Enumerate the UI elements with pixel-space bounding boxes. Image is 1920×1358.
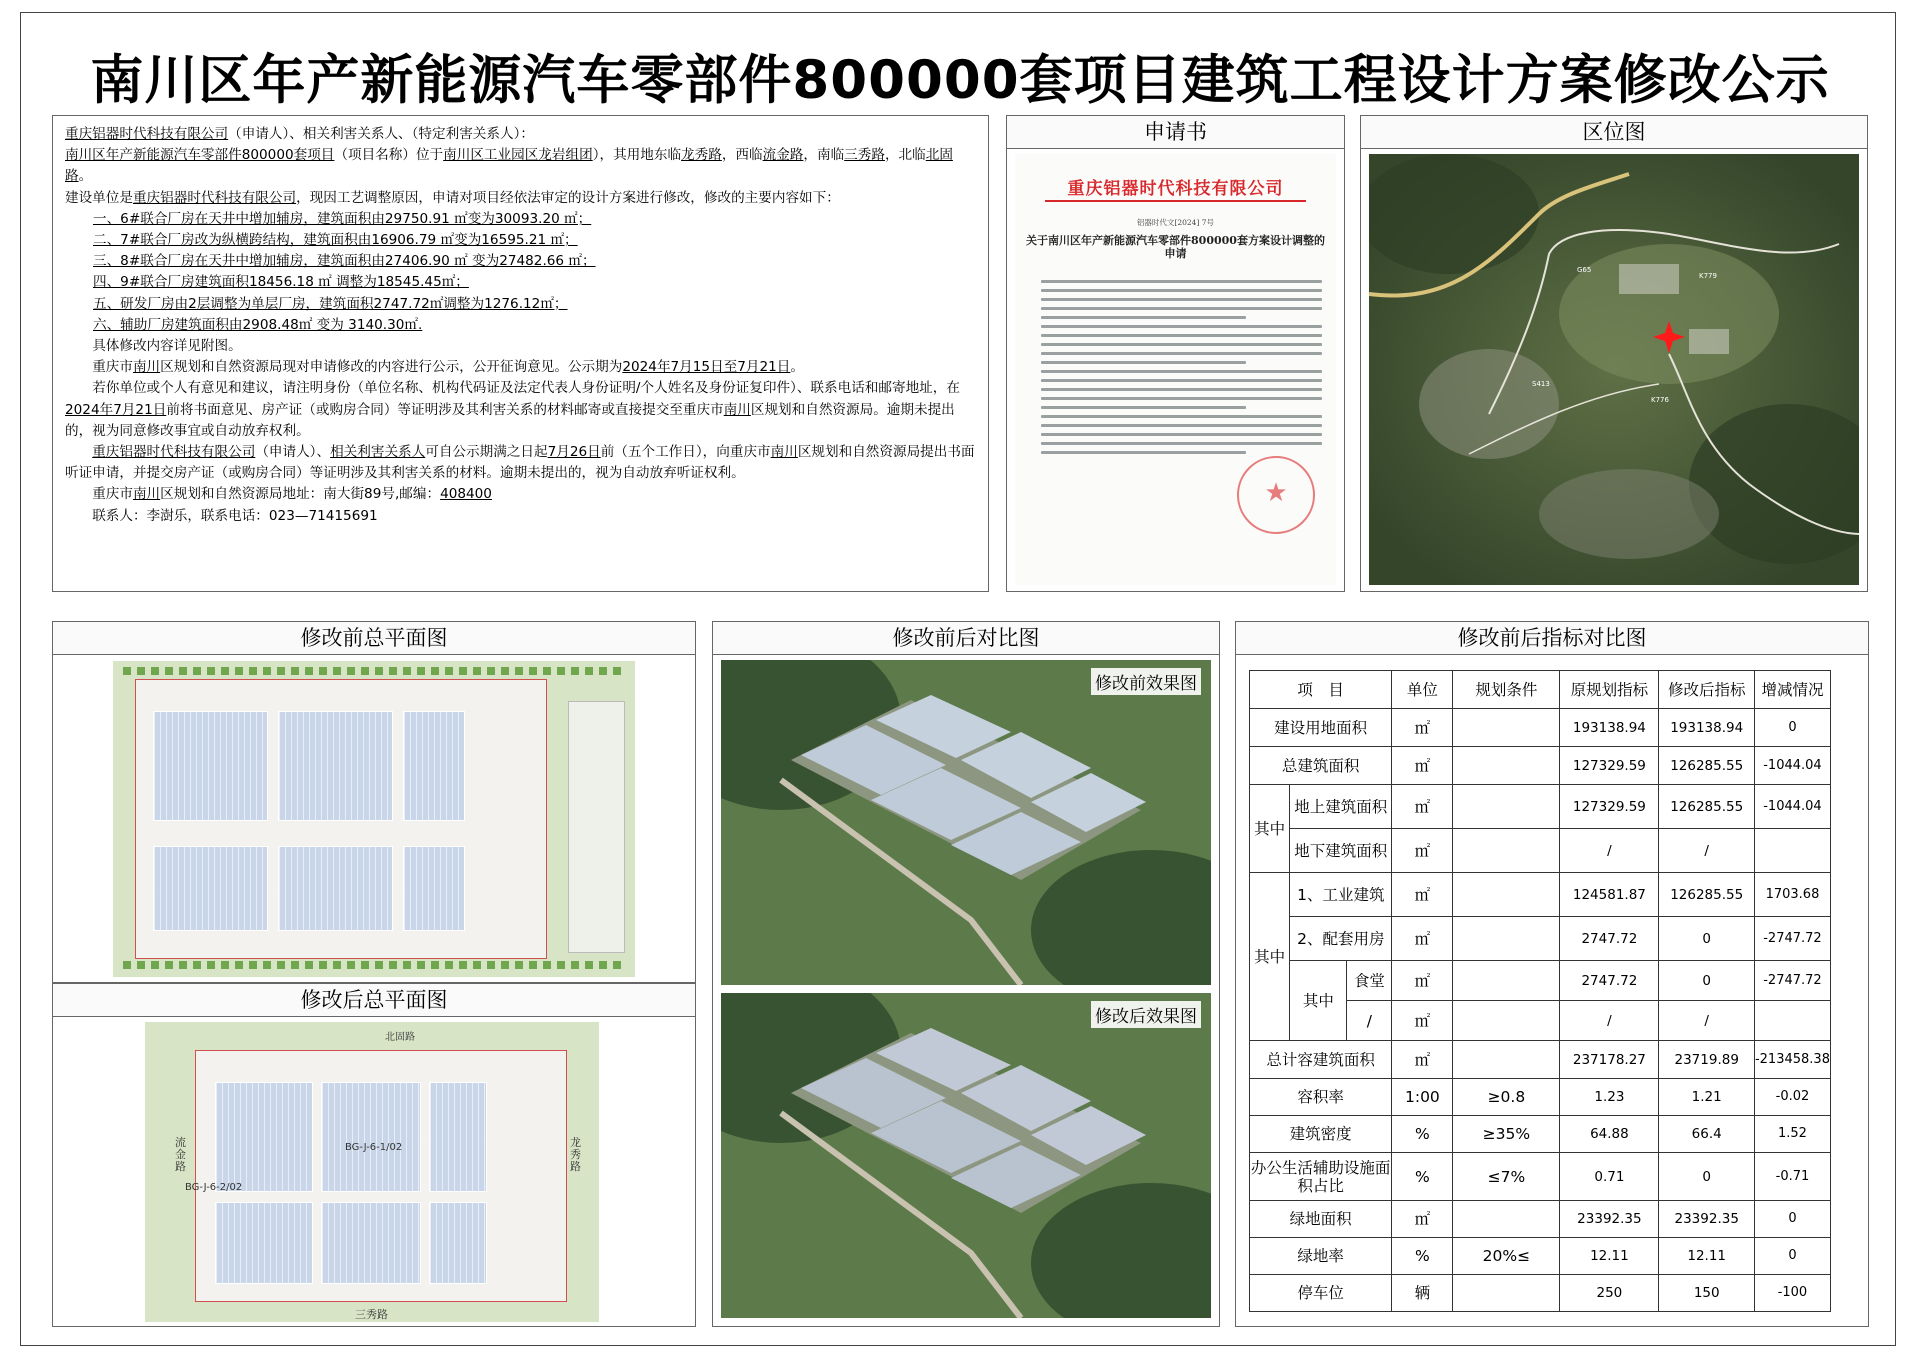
table-row [1250,1153,1831,1201]
text: 。 [790,359,804,376]
after-render-label: 修改后效果图 [1091,1001,1201,1028]
row-change: 0 [1754,1201,1830,1238]
column-header: 项 目 [1250,671,1392,709]
row-item: 建筑密度 [1250,1116,1392,1153]
document-text-line [1041,325,1322,328]
text: 重庆市 [92,359,133,376]
text: 前将书面意见、房产证（或购房合同）等证明涉及其利害关系的材料邮寄或直接提交至重庆市 [166,401,724,418]
row-unit: ㎡ [1392,785,1453,829]
row-item: 食堂 [1347,961,1392,1001]
row-item: 建设用地面积 [1250,709,1392,747]
text: 区规划和自然资源局地址：南大街89号,邮编： [160,486,441,503]
after-render [721,993,1211,1318]
row-condition: ≥35% [1453,1116,1560,1153]
row-condition [1453,785,1560,829]
building [215,1202,313,1284]
row-change: -0.02 [1754,1079,1830,1116]
indicator-header: 修改前后指标对比图 [1236,622,1868,655]
district: 南川 [132,359,161,376]
row-unit: ㎡ [1392,1001,1453,1041]
table-row [1250,1116,1831,1153]
text: 重庆市 [92,486,133,503]
document-text-line [1041,361,1246,364]
east-plot [568,701,625,953]
project-name: 南川区年产新能源汽车零部件800000套项目 [65,147,335,164]
notice-paragraph-3 [65,442,976,484]
text: ），其用地东临 [592,147,682,164]
notice-line1 [65,124,976,145]
text: ，南临 [803,147,845,164]
row-original: 2747.72 [1560,961,1659,1001]
row-condition [1453,1001,1560,1041]
row-unit: ㎡ [1392,829,1453,873]
company-letterhead: 重庆铝器时代科技有限公司 [1067,179,1284,199]
document-text-line [1041,433,1322,436]
row-condition: ≥0.8 [1453,1079,1560,1116]
column-header: 单位 [1392,671,1453,709]
row-condition [1453,1275,1560,1312]
text: ，现因工艺调整原因，申请对项目经依法审定的设计方案进行修改，修改的主要内容如下： [296,189,840,206]
row-condition [1453,1041,1560,1079]
east-road: 龙秀路 [681,147,722,164]
row-group: 其中 [1250,785,1290,873]
row-original: 64.88 [1560,1116,1659,1153]
detail-note: 具体修改内容详见附图。 [92,338,242,355]
table-row [1250,829,1831,873]
text: 。 [78,168,93,185]
column-header: 增减情况 [1754,671,1830,709]
row-unit: 辆 [1392,1275,1453,1312]
change-item: 五、研发厂房由2层调整为单层厂房，建筑面积2747.72㎡调整为1276.12㎡； [93,295,568,312]
text: 若你单位或个人有意见和建议，请注明身份（单位名称、机构代码证及法定代表人身份证明/个人姓名及身份证复印件）、联系电话和邮寄地址，在 [92,380,960,397]
row-change: 0 [1754,709,1830,747]
column-header: 原规划指标 [1560,671,1659,709]
change-item: 二、7#联合厂房改为纵横跨结构，建筑面积由16906.79 ㎡变为16595.21 ㎡； [93,232,578,249]
change-item: 四、9#联合厂房建筑面积18456.18 ㎡ 调整为18545.45㎡； [93,274,469,291]
row-unit: % [1392,1238,1453,1275]
building [321,1082,421,1192]
district: 南川 [723,401,751,418]
indicator-table [1249,670,1831,1312]
page-title: 南川区年产新能源汽车零部件800000套项目建筑工程设计方案修改公示 [90,50,1830,111]
row-condition: 20%≤ [1453,1238,1560,1275]
row-original: 237178.27 [1560,1041,1659,1079]
notice-text [53,116,988,527]
row-revised: 150 [1659,1275,1754,1312]
row-revised: 126285.55 [1659,785,1754,829]
notice-panel [52,115,989,592]
building [278,846,393,931]
application-panel [1006,115,1345,592]
row-condition [1453,873,1560,917]
application-header: 申请书 [1007,116,1344,149]
text: ，西临 [721,147,763,164]
text: 区规划和自然资源局提出书面听证申请，并提交房产证（或购房合同）等证明涉及其利害关系的材料。逾期未提出的，视为自动放弃听证权利。 [65,444,975,482]
building [403,711,465,821]
row-change: -213458.38 [1754,1041,1830,1079]
before-plan-header: 修改前总平面图 [53,622,695,655]
row-original: 250 [1560,1275,1659,1312]
row-unit: ㎡ [1392,873,1453,917]
trees-row [123,961,623,969]
road-label: K779 [1699,272,1717,280]
notice-paragraph-2 [65,378,976,442]
row-original: 12.11 [1560,1238,1659,1275]
row-condition [1453,709,1560,747]
before-site-plan [113,661,635,977]
document-text-line [1041,415,1322,418]
notice-paragraph-1 [65,357,976,378]
applicant-name: 重庆铝器时代科技有限公司 [92,444,256,461]
row-revised: / [1659,829,1754,873]
row-item: 地下建筑面积 [1290,829,1392,873]
document-text-line [1041,334,1322,337]
parcel-label: BG-J-6-1/02 [345,1142,403,1153]
applicant-name: 重庆铝器时代科技有限公司 [65,126,229,142]
document-text-line [1041,442,1322,445]
document-text-line [1041,352,1322,355]
text: 前（五个工作日），向重庆市 [600,444,771,461]
row-change: -2747.72 [1754,917,1830,961]
row-unit: % [1392,1153,1453,1201]
after-plan-header: 修改后总平面图 [53,984,695,1017]
road-label: G65 [1577,266,1592,274]
building [429,1202,487,1284]
letterhead-rule [1045,200,1306,202]
road-label-south: 三秀路 [355,1308,388,1321]
building [215,1082,313,1192]
table-row [1250,709,1831,747]
row-revised: 126285.55 [1659,873,1754,917]
row-unit: 1:00 [1392,1079,1453,1116]
table-row [1250,873,1831,917]
row-original: / [1560,1001,1659,1041]
parcel-label: BG-J-6-2/02 [185,1182,243,1193]
column-header: 修改后指标 [1659,671,1754,709]
table-row [1250,1079,1831,1116]
row-change: -2747.72 [1754,961,1830,1001]
row-revised: 66.4 [1659,1116,1754,1153]
addressee: （申请人）、相关利害关系人、（特定利害关系人）： [228,126,534,142]
district: 南川 [770,444,798,461]
row-item: 总计容建筑面积 [1250,1041,1392,1079]
deadline: 2024年7月21日 [65,401,167,418]
building [321,1202,421,1284]
row-revised: / [1659,1001,1754,1041]
row-change: -100 [1754,1275,1830,1312]
text: （项目名称）位于 [334,147,444,164]
bureau-address [65,484,976,505]
row-group: 其中 [1250,873,1290,1041]
row-original: 124581.87 [1560,873,1659,917]
table-row [1250,747,1831,785]
road-label: S413 [1532,380,1550,388]
document-text-line [1041,370,1322,373]
south-road: 三秀路 [844,147,885,164]
row-item: 2、配套用房 [1290,917,1392,961]
document-text-line [1041,406,1246,409]
row-item: 绿地率 [1250,1238,1392,1275]
stakeholders: 相关利害关系人 [330,444,426,461]
row-original: 193138.94 [1560,709,1659,747]
text: （申请人）、 [255,444,331,461]
map-image [1369,154,1859,585]
row-unit: ㎡ [1392,747,1453,785]
table-row [1250,1201,1831,1238]
text: 建设单位是 [65,189,133,206]
row-unit: ㎡ [1392,1041,1453,1079]
north-road: 北固路 [65,147,953,185]
row-condition [1453,917,1560,961]
change-item: 一、6#联合厂房在天井中增加辅房，建筑面积由29750.91 ㎡变为30093.20 ㎡； [93,210,592,227]
row-original: 23392.35 [1560,1201,1659,1238]
table-row [1250,1041,1831,1079]
satellite-map [1369,154,1859,585]
text: 区规划和自然资源局现对申请修改的内容进行公示，公开征询意见。公示期为 [160,359,623,376]
project-location: 南川区工业园区龙岩组团 [443,147,593,164]
row-item: 停车位 [1250,1275,1392,1312]
text: 区规划和自然资源局。逾期未提出的，视为同意修改事宜或自动放弃权利。 [65,401,955,439]
row-revised: 0 [1659,917,1754,961]
road-label-west: 流金路 [175,1136,186,1173]
table-row [1250,917,1831,961]
row-item: / [1347,1001,1392,1041]
row-revised: 126285.55 [1659,747,1754,785]
row-unit: ㎡ [1392,1201,1453,1238]
hearing-deadline: 7月26日 [547,444,601,461]
row-unit: ㎡ [1392,961,1453,1001]
row-revised: 193138.94 [1659,709,1754,747]
building [153,711,268,821]
document-text-line [1041,316,1246,319]
road-label: K776 [1651,396,1669,404]
document-text-line [1041,298,1322,301]
table-row [1250,961,1831,1001]
road-label-east: 龙秀路 [570,1136,581,1173]
row-original: 127329.59 [1560,747,1659,785]
location-header: 区位图 [1361,116,1867,149]
before-render [721,660,1211,985]
builder-name: 重庆铝器时代科技有限公司 [132,189,297,206]
row-item: 容积率 [1250,1079,1392,1116]
location-panel [1360,115,1868,592]
row-change: 1.52 [1754,1116,1830,1153]
row-item: 绿地面积 [1250,1201,1392,1238]
row-revised: 23392.35 [1659,1201,1754,1238]
postcode: 408400 [440,486,492,503]
company-seal [1237,456,1315,534]
row-original: 2747.72 [1560,917,1659,961]
row-change: -1044.04 [1754,785,1830,829]
after-plan-panel [52,983,696,1327]
document-text-line [1041,451,1246,454]
row-change [1754,1001,1830,1041]
document-title: 关于南川区年产新能源汽车零部件800000套方案设计调整的申请 [1026,234,1325,260]
trees-row [123,667,623,675]
document-text-line [1041,280,1322,283]
document-text-line [1041,307,1322,310]
document-text-line [1041,289,1322,292]
row-unit: % [1392,1116,1453,1153]
document-text-line [1041,388,1322,391]
row-item: 总建筑面积 [1250,747,1392,785]
document-text-line [1041,379,1322,382]
table-header-row [1250,671,1831,709]
row-group: 其中 [1290,961,1347,1041]
west-road: 流金路 [762,147,804,164]
compare-header: 修改前后对比图 [713,622,1219,655]
row-change [1754,829,1830,873]
row-item: 办公生活辅助设施面积占比 [1250,1153,1392,1201]
contact-info: 联系人：李澍乐，联系电话：023—71415691 [92,507,378,524]
district: 南川 [132,486,161,503]
row-revised: 12.11 [1659,1238,1754,1275]
table-row [1250,785,1831,829]
change-item: 六、辅助厂房建筑面积由2908.48㎡ 变为 3140.30㎡. [93,316,423,333]
row-original: 1.23 [1560,1079,1659,1116]
before-render-label: 修改前效果图 [1091,668,1201,695]
row-condition [1453,1201,1560,1238]
publicity-period: 2024年7月15日至7月21日 [622,359,791,376]
row-revised: 0 [1659,1153,1754,1201]
compare-panel [712,621,1220,1327]
building [403,846,465,931]
before-plan-panel [52,621,696,983]
building [278,711,393,821]
row-revised: 1.21 [1659,1079,1754,1116]
row-revised: 23719.89 [1659,1041,1754,1079]
text: ，北临 [884,147,926,164]
row-change: 0 [1754,1238,1830,1275]
row-unit: ㎡ [1392,917,1453,961]
after-render-image [721,993,1211,1318]
row-condition [1453,829,1560,873]
seal-star-icon: ★ [1264,478,1288,508]
document-text-line [1041,343,1322,346]
building [429,1082,487,1192]
building [153,846,268,931]
table-row [1250,1238,1831,1275]
row-item: 地上建筑面积 [1290,785,1392,829]
row-unit: ㎡ [1392,709,1453,747]
table-row [1250,1275,1831,1312]
after-site-plan [145,1022,599,1322]
before-render-image [721,660,1211,985]
text: 可自公示期满之日起 [425,444,548,461]
row-change: -0.71 [1754,1153,1830,1201]
row-original: 127329.59 [1560,785,1659,829]
application-document [1015,154,1336,585]
row-revised: 0 [1659,961,1754,1001]
row-change: -1044.04 [1754,747,1830,785]
row-condition [1453,747,1560,785]
row-original: / [1560,829,1659,873]
notice-line2 [65,145,976,187]
notice-line3 [65,188,976,209]
row-condition [1453,961,1560,1001]
row-original: 0.71 [1560,1153,1659,1201]
document-text-line [1041,397,1322,400]
document-text-line [1041,424,1322,427]
row-change: 1703.68 [1754,873,1830,917]
column-header: 规划条件 [1453,671,1560,709]
row-condition: ≤7% [1453,1153,1560,1201]
row-item: 1、工业建筑 [1290,873,1392,917]
document-number: 铝器时代文[2024] 7号 [1136,218,1215,227]
road-label-north: 北固路 [385,1032,415,1043]
change-item: 三、8#联合厂房在天井中增加辅房，建筑面积由27406.90 ㎡ 变为27482.66 ㎡； [93,253,596,270]
